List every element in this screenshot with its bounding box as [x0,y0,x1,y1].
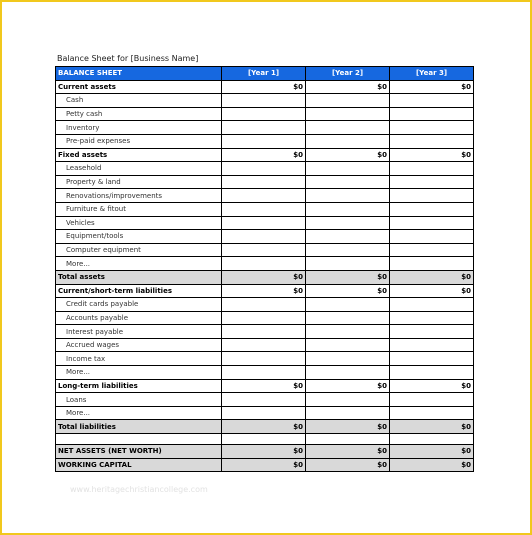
row-label[interactable]: Income tax [56,352,222,366]
row-label[interactable]: Renovations/improvements [56,189,222,203]
cell-year-3[interactable] [390,257,474,271]
row-label[interactable]: Cash [56,94,222,108]
watermark-text: www.heritagechristiancollege.com [70,485,208,494]
cell-year-2[interactable] [306,257,390,271]
row-label[interactable]: Current/short-term liabilities [56,284,222,298]
table-row [56,311,474,325]
cell-year-2[interactable] [306,134,390,148]
cell-year-1[interactable] [222,107,306,121]
cell-year-3[interactable] [390,298,474,312]
table-row [56,230,474,244]
row-label[interactable]: More... [56,257,222,271]
cell-year-2[interactable]: $0 [306,270,390,284]
cell-year-3[interactable] [390,230,474,244]
cell-year-3[interactable] [390,107,474,121]
table-row [56,325,474,339]
cell-year-2[interactable]: $0 [306,148,390,162]
table-row [56,202,474,216]
cell-year-3[interactable] [390,393,474,407]
table-row [56,270,474,284]
row-label[interactable]: Property & land [56,175,222,189]
cell-year-3[interactable] [390,311,474,325]
cell-year-3[interactable] [390,243,474,257]
cell-year-1[interactable]: $0 [222,270,306,284]
cell-year-1[interactable] [222,202,306,216]
cell-year-3[interactable] [390,189,474,203]
table-row [56,406,474,420]
row-label[interactable]: Total assets [56,270,222,284]
row-label[interactable]: Credit cards payable [56,298,222,312]
table-header-row [56,67,474,81]
row-label[interactable]: NET ASSETS (NET WORTH) [56,445,222,459]
cell-year-1[interactable] [222,121,306,135]
cell-year-1[interactable] [222,325,306,339]
cell-year-3[interactable] [390,366,474,380]
cell-year-1[interactable] [222,216,306,230]
header-year-1: [Year 1] [222,67,306,81]
row-label[interactable]: Furniture & fitout [56,202,222,216]
row-label[interactable]: Vehicles [56,216,222,230]
cell-year-3[interactable] [390,134,474,148]
cell-year-3[interactable]: $0 [390,80,474,94]
cell-year-1[interactable] [222,393,306,407]
cell-year-2[interactable] [306,338,390,352]
table-row [56,352,474,366]
cell-year-1[interactable] [222,352,306,366]
row-label[interactable]: Inventory [56,121,222,135]
cell-year-3[interactable] [390,352,474,366]
cell-year-3[interactable] [390,434,474,445]
table-row [56,257,474,271]
row-label[interactable]: Computer equipment [56,243,222,257]
cell-year-3[interactable]: $0 [390,270,474,284]
cell-year-1[interactable] [222,298,306,312]
cell-year-3[interactable] [390,162,474,176]
table-row [56,175,474,189]
cell-year-2[interactable]: $0 [306,420,390,434]
cell-year-1[interactable]: $0 [222,284,306,298]
cell-year-3[interactable]: $0 [390,379,474,393]
cell-year-3[interactable]: $0 [390,420,474,434]
cell-year-2[interactable] [306,243,390,257]
table-row [56,366,474,380]
cell-year-1[interactable]: $0 [222,445,306,459]
row-label[interactable]: Fixed assets [56,148,222,162]
cell-year-2[interactable] [306,189,390,203]
cell-year-2[interactable] [306,298,390,312]
cell-year-3[interactable]: $0 [390,148,474,162]
cell-year-1[interactable]: $0 [222,80,306,94]
cell-year-2[interactable]: $0 [306,458,390,472]
cell-year-3[interactable] [390,94,474,108]
table-row [56,379,474,393]
row-label[interactable]: Long-term liabilities [56,379,222,393]
table-row [56,189,474,203]
cell-year-2[interactable] [306,406,390,420]
row-label[interactable]: Pre-paid expenses [56,134,222,148]
cell-year-1[interactable] [222,189,306,203]
table-row [56,420,474,434]
cell-year-2[interactable] [306,434,390,445]
cell-year-1[interactable]: $0 [222,420,306,434]
cell-year-1[interactable]: $0 [222,458,306,472]
cell-year-2[interactable] [306,121,390,135]
table-row [56,338,474,352]
row-label[interactable]: Petty cash [56,107,222,121]
row-label[interactable]: More... [56,406,222,420]
row-label[interactable]: Equipment/tools [56,230,222,244]
table-row [56,94,474,108]
cell-year-2[interactable] [306,94,390,108]
table-row [56,121,474,135]
cell-year-1[interactable] [222,434,306,445]
cell-year-3[interactable] [390,338,474,352]
table-row [56,107,474,121]
table-row [56,298,474,312]
table-row [56,445,474,459]
row-label[interactable] [56,434,222,445]
row-label[interactable]: Accrued wages [56,338,222,352]
cell-year-2[interactable]: $0 [306,80,390,94]
table-row [56,134,474,148]
cell-year-3[interactable] [390,406,474,420]
cell-year-2[interactable] [306,366,390,380]
row-label[interactable]: More... [56,366,222,380]
cell-year-1[interactable] [222,134,306,148]
row-label[interactable]: Loans [56,393,222,407]
cell-year-2[interactable]: $0 [306,284,390,298]
cell-year-1[interactable] [222,406,306,420]
row-label[interactable]: Total liabilities [56,420,222,434]
cell-year-1[interactable] [222,175,306,189]
cell-year-1[interactable] [222,257,306,271]
table-row [56,216,474,230]
table-row [56,162,474,176]
sheet-title: Balance Sheet for [Business Name] [57,54,199,63]
table-row [56,80,474,94]
table-row [56,434,474,445]
cell-year-2[interactable]: $0 [306,445,390,459]
cell-year-3[interactable] [390,216,474,230]
row-label[interactable]: Leasehold [56,162,222,176]
cell-year-3[interactable]: $0 [390,445,474,459]
header-year-3: [Year 3] [390,67,474,81]
cell-year-2[interactable] [306,216,390,230]
table-row [56,458,474,472]
cell-year-2[interactable] [306,311,390,325]
cell-year-2[interactable] [306,175,390,189]
row-label[interactable]: Accounts payable [56,311,222,325]
cell-year-1[interactable]: $0 [222,148,306,162]
cell-year-3[interactable] [390,175,474,189]
cell-year-1[interactable] [222,162,306,176]
cell-year-1[interactable] [222,94,306,108]
cell-year-3[interactable] [390,121,474,135]
table-row [56,243,474,257]
cell-year-2[interactable] [306,107,390,121]
cell-year-2[interactable] [306,162,390,176]
cell-year-2[interactable] [306,230,390,244]
balance-sheet-table [55,66,474,472]
cell-year-1[interactable] [222,366,306,380]
cell-year-1[interactable] [222,243,306,257]
cell-year-1[interactable] [222,338,306,352]
row-label[interactable]: Current assets [56,80,222,94]
cell-year-1[interactable] [222,311,306,325]
row-label[interactable]: WORKING CAPITAL [56,458,222,472]
table-row [56,393,474,407]
cell-year-2[interactable] [306,202,390,216]
cell-year-3[interactable]: $0 [390,284,474,298]
cell-year-1[interactable] [222,230,306,244]
cell-year-3[interactable] [390,325,474,339]
row-label[interactable]: Interest payable [56,325,222,339]
cell-year-2[interactable] [306,393,390,407]
table-row [56,148,474,162]
cell-year-2[interactable] [306,352,390,366]
cell-year-3[interactable] [390,202,474,216]
header-label: BALANCE SHEET [56,67,222,81]
cell-year-2[interactable] [306,325,390,339]
table-row [56,284,474,298]
cell-year-3[interactable]: $0 [390,458,474,472]
cell-year-2[interactable]: $0 [306,379,390,393]
cell-year-1[interactable]: $0 [222,379,306,393]
header-year-2: [Year 2] [306,67,390,81]
